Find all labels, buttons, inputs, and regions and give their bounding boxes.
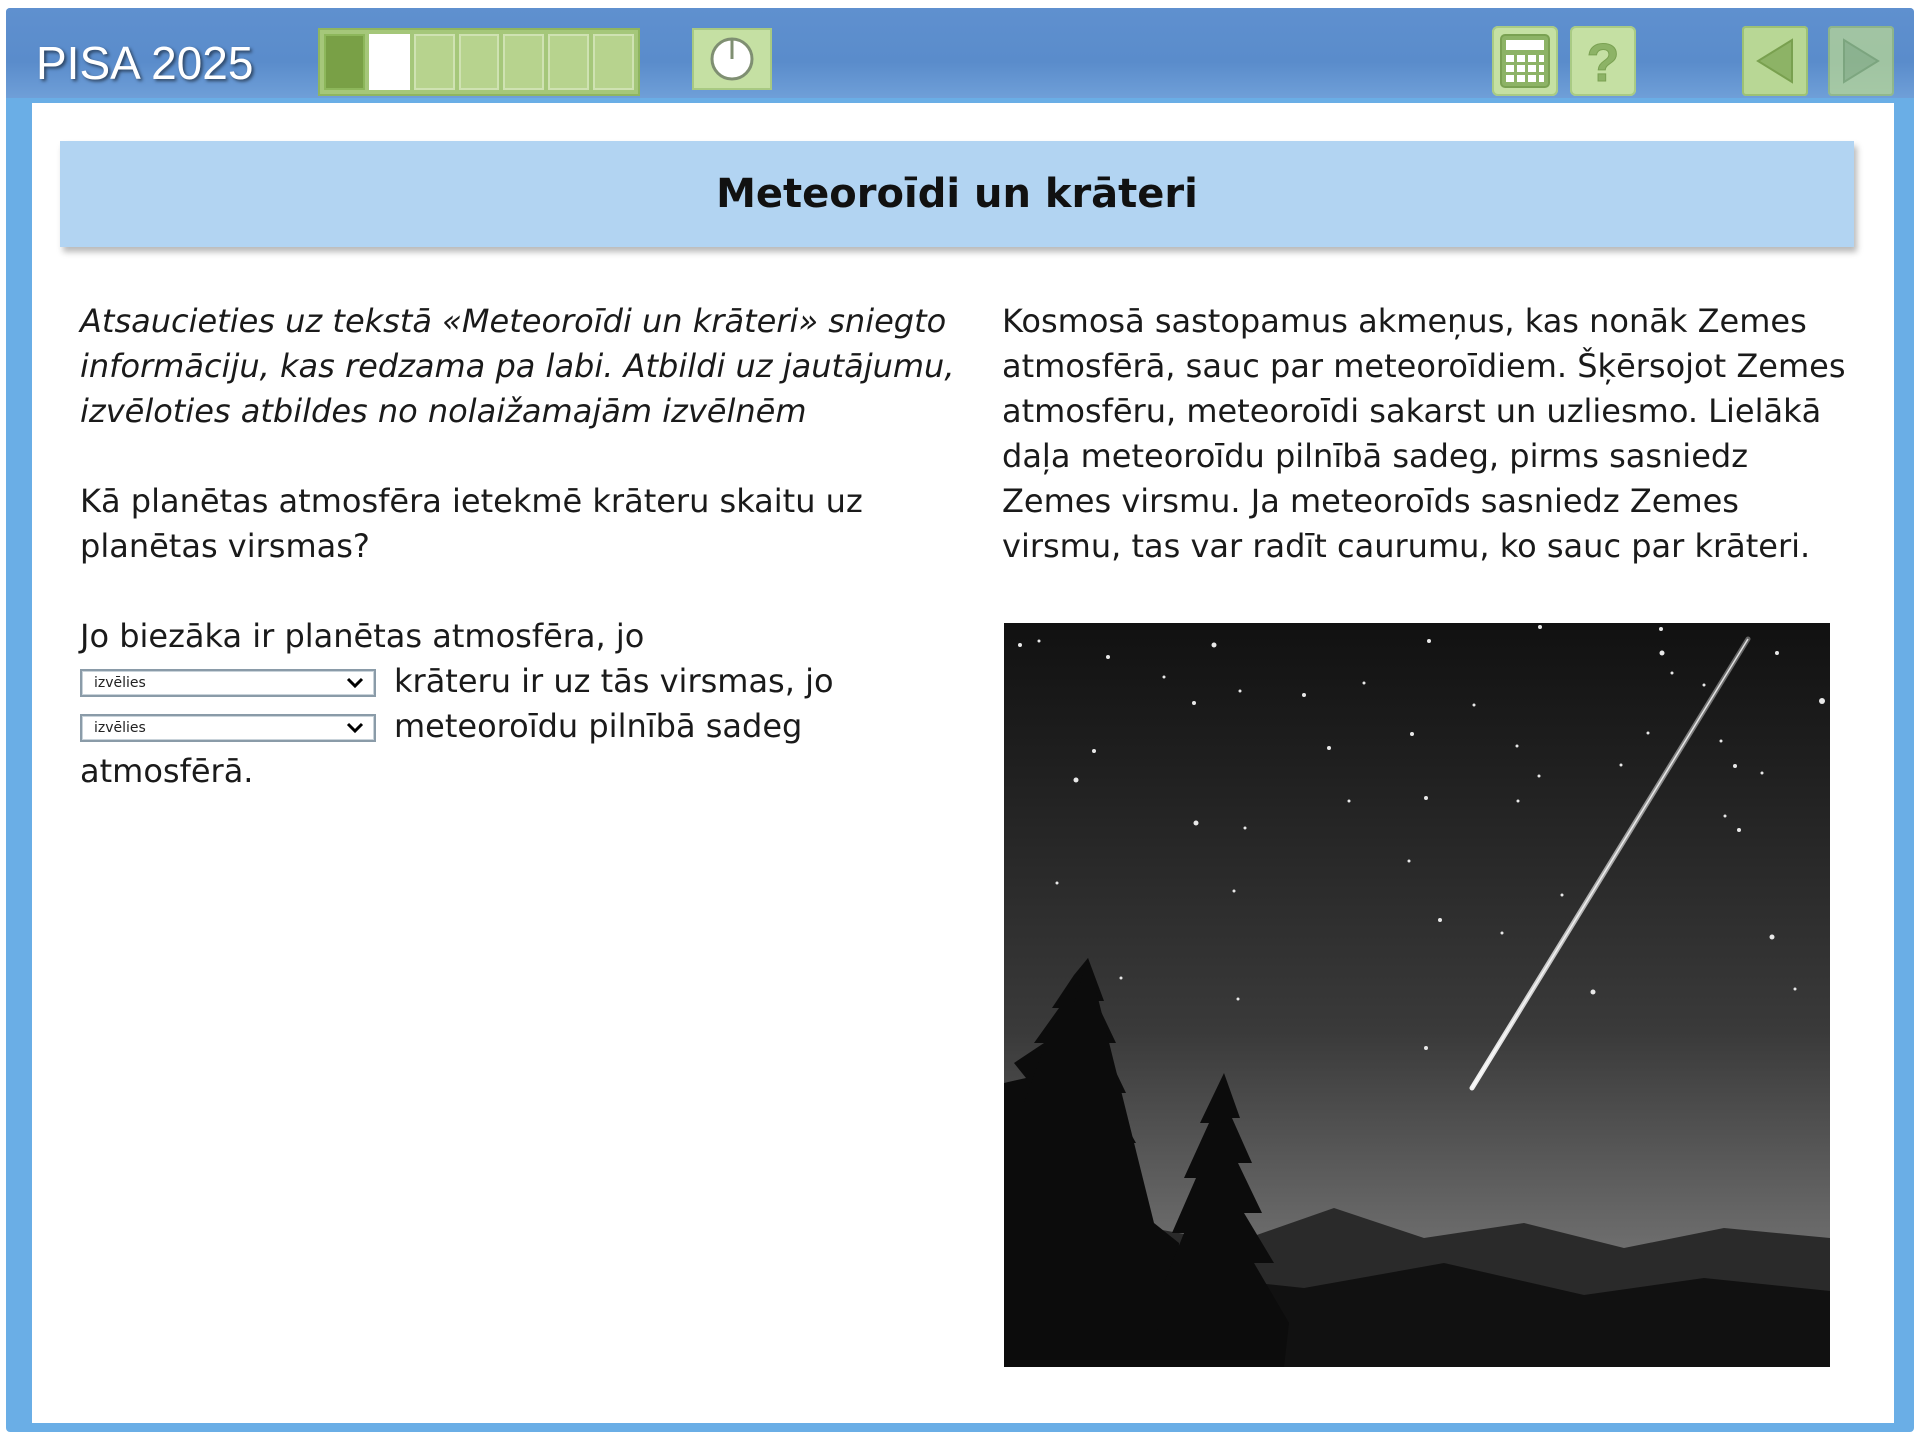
answer-sentence (80, 614, 960, 794)
instruction-text: Atsaucieties uz tekstā «Meteoroīdi un krāteri» sniegto informāciju, kas redzama pa labi. Atbildi uz jautājumu, izvēloties atbildes no nolaižamajām izvēlnēm (80, 302, 955, 430)
top-toolbar (6, 8, 1914, 98)
previous-button[interactable] (1742, 26, 1808, 96)
after-dropdown-1-text: krāteru ir uz tās virsmas, jo (394, 662, 834, 700)
night-sky-meteor-photo (1004, 623, 1830, 1367)
page-title: Meteoroīdi un krāteri (716, 171, 1198, 217)
progress-bar (318, 28, 640, 96)
arrow-right-icon (1838, 36, 1884, 86)
progress-segment-1 (324, 34, 365, 90)
calculator-icon (1499, 33, 1551, 89)
progress-segment-5 (503, 34, 544, 90)
unit-title-bar (60, 141, 1854, 247)
answer-dropdown-1[interactable] (80, 669, 376, 697)
arrow-left-icon (1752, 36, 1798, 86)
answer-dropdown-2[interactable] (80, 714, 376, 742)
app-frame (6, 8, 1914, 1432)
app-title: PISA 2025 (36, 37, 254, 89)
after-dropdown-2-text: meteoroīdu pilnībā sadeg atmosfērā. (80, 707, 803, 790)
question-panel (80, 299, 960, 794)
clock-icon (709, 36, 755, 82)
chevron-down-icon (344, 718, 366, 738)
progress-segment-3 (414, 34, 455, 90)
progress-segment-4 (459, 34, 500, 90)
passage-text: Kosmosā sastopamus akmeņus, kas nonāk Zemes atmosfērā, sauc par meteoroīdiem. Šķērsojot Zemes atmosfēru, meteoroīdi sakarst un uzliesmo. Lielākā daļa meteoroīdu pilnībā sadeg, pirms sasniedz Zemes virsmu. Ja meteoroīds sasniedz Zemes virsmu, tas var radīt caurumu, ko sauc par krāteri. (1002, 302, 1846, 565)
dropdown-1-value: izvēlies (94, 675, 146, 691)
timer-button[interactable] (692, 28, 772, 90)
progress-segment-7 (593, 34, 634, 90)
svg-text:?: ? (1586, 33, 1620, 89)
passage-panel (1002, 299, 1862, 569)
calculator-button[interactable] (1492, 26, 1558, 96)
question-icon (1578, 33, 1628, 89)
chevron-down-icon (344, 673, 366, 693)
help-button[interactable] (1570, 26, 1636, 96)
meteor-illustration (1004, 623, 1830, 1367)
progress-segment-2 (369, 34, 410, 90)
dropdown-2-value: izvēlies (94, 720, 146, 736)
progress-segment-6 (548, 34, 589, 90)
content-area (32, 103, 1894, 1423)
answer-intro: Jo biezāka ir planētas atmosfēra, jo (80, 617, 645, 655)
question-text: Kā planētas atmosfēra ietekmē krāteru skaitu uz planētas virsmas? (80, 482, 863, 565)
next-button[interactable] (1828, 26, 1894, 96)
